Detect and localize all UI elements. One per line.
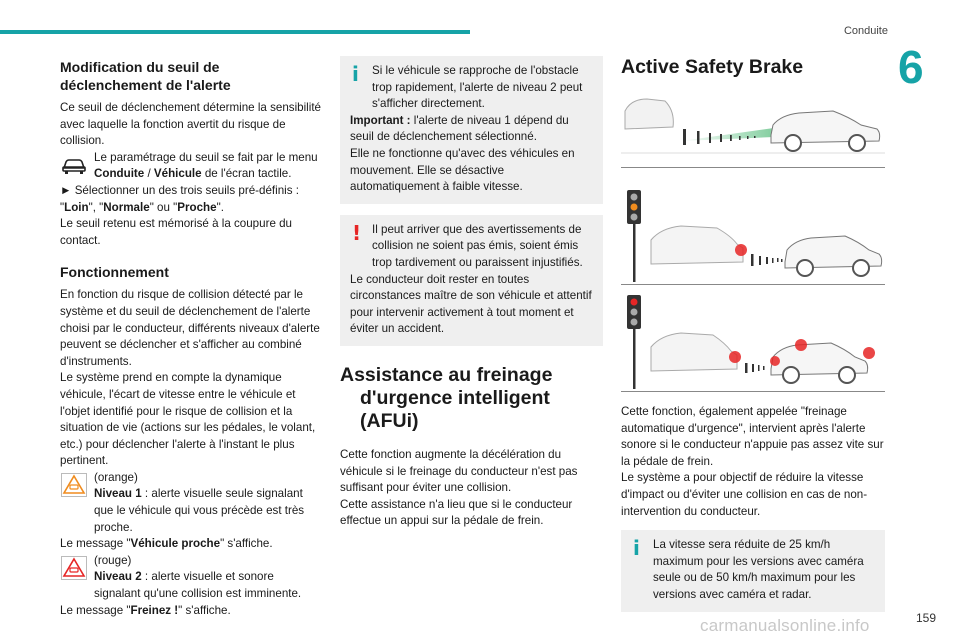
column-middle <box>340 56 603 530</box>
orange-triangle-alert-icon <box>60 471 88 499</box>
info-note-speed <box>621 530 885 611</box>
paragraph: Le conducteur doit rester en toutes circonstances maître de son véhicule et attentif pour intervenir activement à tout moment et éviter un accident. <box>350 272 592 336</box>
paragraph: Le système prend en compte la dynamique véhicule, l'écart de vitesse entre le véhicule et l'objet identifié pour le risque de collision et la situation de vie (actions sur les pédales, le volant, etc.) pour déclencher l'alerte à l'instant le plus pertinent. <box>60 371 316 468</box>
settings-instruction <box>60 150 322 183</box>
info-icon: i <box>352 62 359 86</box>
warning-icon: ! <box>352 220 362 245</box>
section-title: Conduite <box>843 25 888 37</box>
level-label: Niveau 2 <box>94 570 142 584</box>
paragraph: Cette fonction, également appelée "freinage automatique d'urgence", intervient après l'alerte sonore si le conducteur n'appuie pas assez vite sur la pédale de frein. <box>621 405 884 468</box>
page-number: 159 <box>915 611 936 625</box>
message-freinez: Freinez ! <box>130 603 179 617</box>
level-color: (orange) <box>94 470 138 484</box>
text: Le paramétrage du seuil se fait par le menu <box>94 150 318 164</box>
menu-conduite: Conduite <box>94 167 145 181</box>
info-note <box>340 56 603 204</box>
paragraph: Si le véhicule se rapproche de l'obstacle trop rapidement, l'alerte de niveau 2 peut s'afficher directement. <box>372 64 583 111</box>
option-loin: Loin <box>64 200 89 214</box>
heading-fonctionnement: Fonctionnement <box>60 264 169 281</box>
paragraph: Cette fonction augmente la décélération du véhicule si le freinage du conducteur n'est pas suffisant pour éviter une collision. <box>340 447 578 495</box>
column-left <box>60 58 322 619</box>
paragraph: Ce seuil de déclenchement détermine la sensibilité avec laquelle la fonction avertit du risque de collision. <box>60 101 322 148</box>
info-icon: i <box>633 536 640 561</box>
option-normale: Normale <box>103 200 150 214</box>
car-settings-icon <box>60 151 88 179</box>
paragraph: Le seuil retenu est mémorisé à la coupure du contact. <box>60 217 293 247</box>
paragraph: Le message "Freinez !" s'affiche. <box>60 603 231 617</box>
paragraph: Le message "Véhicule proche" s'affiche. <box>60 537 273 551</box>
message-vehicule-proche: Véhicule proche <box>130 537 221 551</box>
paragraph: Important : l'alerte de niveau 1 dépend du seuil de déclenchement sélectionné. <box>350 113 569 144</box>
watermark: carmanualsonline.info <box>700 616 870 635</box>
text: / <box>144 167 154 181</box>
level-color: (rouge) <box>94 553 132 567</box>
warning-note <box>340 215 603 346</box>
important-label: Important : <box>350 113 411 127</box>
paragraph: La vitesse sera réduite de 25 km/h maximum pour les versions avec caméra seule ou de 50 km/h maximum pour les versions avec caméra et radar. <box>653 538 864 601</box>
level-label: Niveau 1 <box>94 487 142 501</box>
heading-active-safety-brake: Active Safety Brake <box>621 56 804 78</box>
car-illustration-3 <box>621 291 885 392</box>
option-proche: Proche <box>177 200 217 214</box>
paragraph: Il peut arriver que des avertissements de collision ne soient pas émis, soient émis trop tardivement ou paraissent injustifiés. <box>372 222 583 269</box>
alert-level-2: (rouge) Niveau 2 : alerte visuelle et sonore signalant qu'une collision est imminente. <box>60 553 322 603</box>
paragraph: En fonction du risque de collision détecté par le système et du seuil de déclenchement de l'alerte choisi par le conducteur, différents niveaux d'alerte peuvent se déclencher et s'afficher au combiné d'instruments. <box>60 288 320 368</box>
paragraph: ► Sélectionner un des trois seuils pré-définis : "Loin", "Normale" ou "Proche". <box>60 183 299 214</box>
chapter-number: 6 <box>898 41 924 93</box>
paragraph: Elle ne fonctionne qu'avec des véhicules en mouvement. Elle se désactive automatiquement à faible vitesse. <box>350 146 575 194</box>
car-illustration-1 <box>621 87 885 168</box>
menu-vehicule: Véhicule <box>153 167 202 181</box>
heading-threshold: Modification du seuil de déclenchement de l'alerte <box>60 59 231 93</box>
paragraph: Cette assistance n'a lieu que si le conducteur effectue un appui sur la pédale de frein. <box>340 497 573 528</box>
paragraph: Le système a pour objectif de réduire la vitesse d'impact ou d'éviter une collision en cas de non-intervention du conducteur. <box>621 471 868 518</box>
column-right <box>621 56 885 623</box>
header-accent-bar <box>0 30 470 34</box>
car-illustration-2 <box>621 184 885 285</box>
heading-afui: Assistance au freinage d'urgence intelligent (AFUi) <box>340 363 553 432</box>
red-triangle-alert-icon <box>60 554 88 582</box>
text: de l'écran tactile. <box>201 167 292 181</box>
alert-level-1: (orange) Niveau 1 : alerte visuelle seule signalant que le véhicule qui vous précède est très proche. <box>60 470 322 536</box>
